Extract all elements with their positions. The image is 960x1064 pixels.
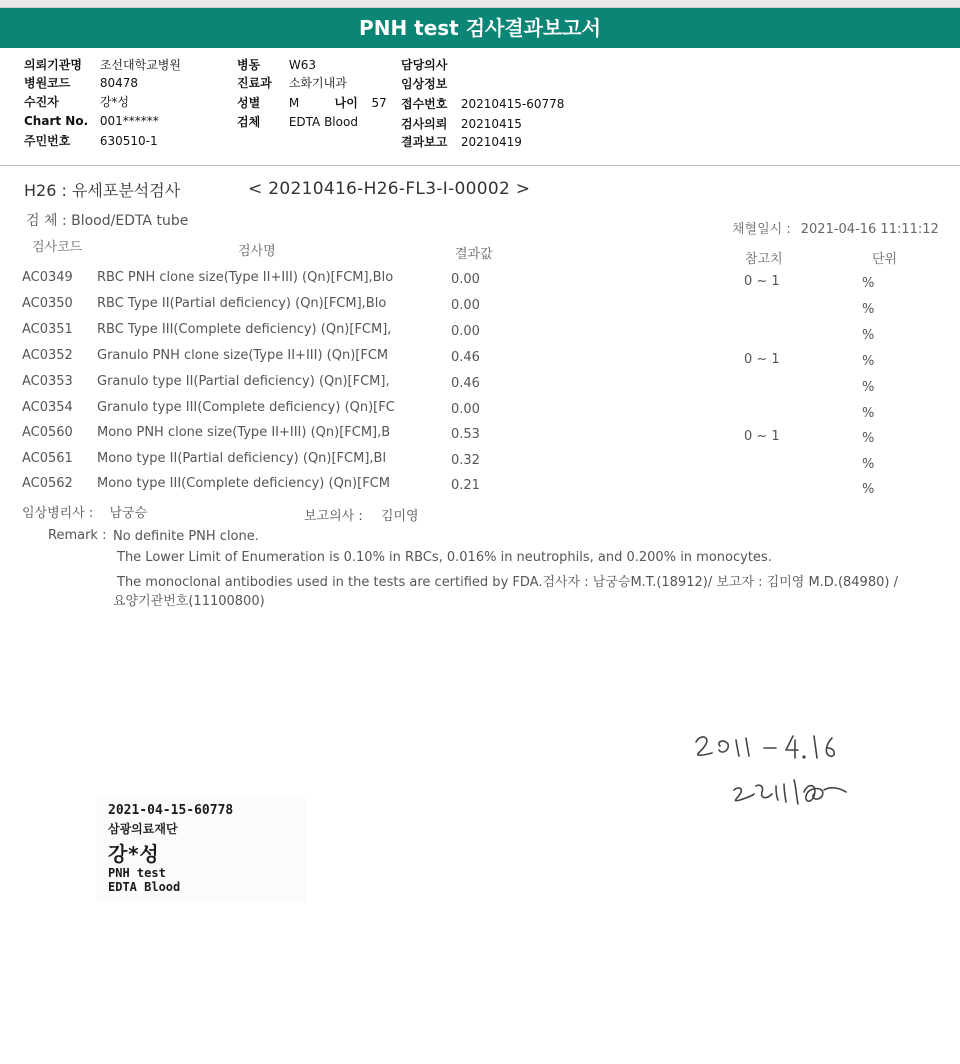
remark-line: The monoclonal antibodies used in the tests are certified by FDA.검사자 : 남궁승M.T.(18912)/ 보고자 : 김미영 M.D.(84980) / (117, 575, 898, 590)
header-clinical-info (401, 75, 461, 92)
header-value: 57 (371, 96, 387, 110)
test-name: Mono PNH clone size(Type II+III) (Qn)[FCM],B (97, 425, 391, 440)
header-report-date (401, 133, 522, 150)
test-code: AC0350 (22, 296, 73, 311)
header-label: 진료과 (237, 76, 272, 90)
header-ward (237, 56, 316, 73)
specimen-type: 검 체 : Blood/EDTA tube (26, 213, 189, 229)
window-top-strip (0, 0, 960, 8)
report-title: PNH test 검사결과보고서 (0, 8, 960, 48)
header-label: Chart No. (24, 114, 89, 128)
test-code: AC0354 (22, 400, 73, 415)
section-accession-code: < 20210416-H26-FL3-I-00002 > (248, 179, 531, 199)
table-row (0, 270, 960, 296)
col-header-code: 검사코드 (32, 240, 83, 255)
remark-line: No definite PNH clone. (113, 529, 259, 544)
test-unit: % (862, 276, 875, 291)
test-unit: % (862, 302, 875, 317)
test-ref: 0 ~ 1 (744, 429, 780, 444)
header-value: 조선대학교병원 (99, 58, 181, 72)
col-header-ref: 참고치 (745, 252, 783, 267)
test-code: AC0351 (22, 322, 73, 337)
test-code: AC0353 (22, 374, 73, 389)
header-label: 검사의뢰 (401, 117, 448, 131)
table-row (0, 348, 960, 374)
test-name: Granulo PNH clone size(Type II+III) (Qn)[FCM (97, 348, 389, 363)
collection-datetime (732, 218, 939, 237)
test-name: RBC Type II(Partial deficiency) (Qn)[FCM],Blo (97, 296, 387, 311)
header-divider (0, 165, 960, 166)
header-label: 의뢰기관명 (24, 58, 82, 72)
header-value: EDTA Blood (288, 115, 358, 129)
test-name: RBC PNH clone size(Type II+III) (Qn)[FCM],Blo (97, 270, 394, 285)
reporter-name: 김미영 (380, 509, 419, 524)
header-label: 검체 (237, 115, 261, 129)
test-value: 0.53 (451, 427, 480, 442)
header-label: 병원코드 (24, 76, 71, 90)
header-value: 소화기내과 (288, 76, 347, 90)
header-value: 001****** (99, 114, 159, 128)
test-value: 0.00 (451, 402, 480, 417)
test-ref: 0 ~ 1 (744, 274, 780, 289)
header-label: 나이 (334, 96, 358, 110)
specimen-sticker (96, 798, 306, 902)
header-resident-no (24, 132, 158, 149)
pathologist-label: 임상병리사 : (22, 506, 94, 521)
header-value: 80478 (99, 76, 139, 90)
test-ref: 0 ~ 1 (744, 352, 780, 367)
header-label: 접수번호 (401, 97, 448, 111)
col-header-value: 결과값 (455, 247, 493, 262)
header-department (237, 74, 347, 91)
table-row (0, 322, 960, 348)
header-patient (24, 93, 129, 110)
header-institution (24, 56, 181, 73)
test-unit: % (862, 328, 875, 343)
sticker-number: 2021-04-15-60778 (108, 803, 234, 818)
test-unit: % (862, 482, 875, 497)
sticker-test: PNH test (108, 866, 166, 880)
test-value: 0.00 (451, 324, 480, 339)
test-unit: % (862, 431, 875, 446)
header-value: 20210419 (460, 135, 522, 149)
header-receipt-no (401, 95, 564, 112)
collection-label: 채혈일시 : (732, 222, 791, 237)
pathologist-line (22, 502, 147, 521)
header-hospital-code (24, 74, 138, 91)
header-value: M (288, 96, 300, 110)
sticker-org: 삼광의료재단 (108, 822, 178, 836)
test-name: Mono type III(Complete deficiency) (Qn)[FCM (97, 476, 390, 491)
table-row (0, 296, 960, 322)
header-label: 임상정보 (401, 77, 448, 91)
remark-line: The Lower Limit of Enumeration is 0.10% in RBCs, 0.016% in neutrophils, and 0.200% in monocytes. (117, 550, 772, 565)
header-label: 수진자 (24, 95, 59, 109)
table-row (0, 400, 960, 426)
test-code: AC0561 (22, 451, 73, 466)
header-label: 주민번호 (24, 134, 71, 148)
sticker-specimen: EDTA Blood (108, 880, 181, 894)
header-value: W63 (288, 58, 316, 72)
header-label: 병동 (237, 58, 261, 72)
test-unit: % (862, 380, 875, 395)
header-value: 630510-1 (99, 134, 158, 148)
test-name: Granulo type III(Complete deficiency) (Qn)[FC (97, 400, 395, 415)
test-code: AC0352 (22, 348, 73, 363)
reporter-line (304, 505, 419, 524)
test-value: 0.46 (451, 350, 480, 365)
table-row (0, 476, 960, 502)
test-unit: % (862, 406, 875, 421)
header-label: 결과보고 (401, 135, 448, 149)
reporter-label: 보고의사 : (304, 509, 363, 524)
pathologist-name: 남궁승 (109, 506, 148, 521)
table-row (0, 451, 960, 477)
test-value: 0.32 (451, 453, 480, 468)
section-title: H26 : 유세포분석검사 (24, 181, 181, 200)
remark-label: Remark : (48, 528, 107, 543)
header-doctor (401, 56, 461, 73)
col-header-unit: 단위 (872, 252, 898, 267)
table-row (0, 425, 960, 451)
test-name: Granulo type II(Partial deficiency) (Qn)[FCM], (97, 374, 390, 389)
test-value: 0.46 (451, 376, 480, 391)
test-code: AC0349 (22, 270, 73, 285)
table-row (0, 374, 960, 400)
test-value: 0.00 (451, 298, 480, 313)
header-request-date (401, 115, 522, 132)
header-label: 성별 (237, 96, 261, 110)
test-name: RBC Type III(Complete deficiency) (Qn)[FCM], (97, 322, 392, 337)
test-value: 0.21 (451, 478, 480, 493)
header-label: 담당의사 (401, 58, 448, 72)
sticker-patient: 강*성 (108, 842, 159, 866)
header-value: 20210415 (460, 117, 522, 131)
handwritten-date-signature (690, 728, 870, 828)
header-sex-age (237, 94, 387, 111)
collection-value: 2021-04-16 11:11:12 (800, 222, 939, 237)
test-value: 0.00 (451, 272, 480, 287)
test-name: Mono type II(Partial deficiency) (Qn)[FCM],Bl (97, 451, 387, 466)
header-specimen (237, 113, 358, 130)
test-unit: % (862, 354, 875, 369)
remark-line: 요양기관번호(11100800) (113, 594, 265, 609)
col-header-name: 검사명 (238, 244, 276, 259)
test-code: AC0562 (22, 476, 73, 491)
test-unit: % (862, 457, 875, 472)
header-value: 20210415-60778 (460, 97, 565, 111)
header-value: 강*성 (99, 95, 130, 109)
header-chart-no (24, 114, 159, 128)
test-code: AC0560 (22, 425, 73, 440)
